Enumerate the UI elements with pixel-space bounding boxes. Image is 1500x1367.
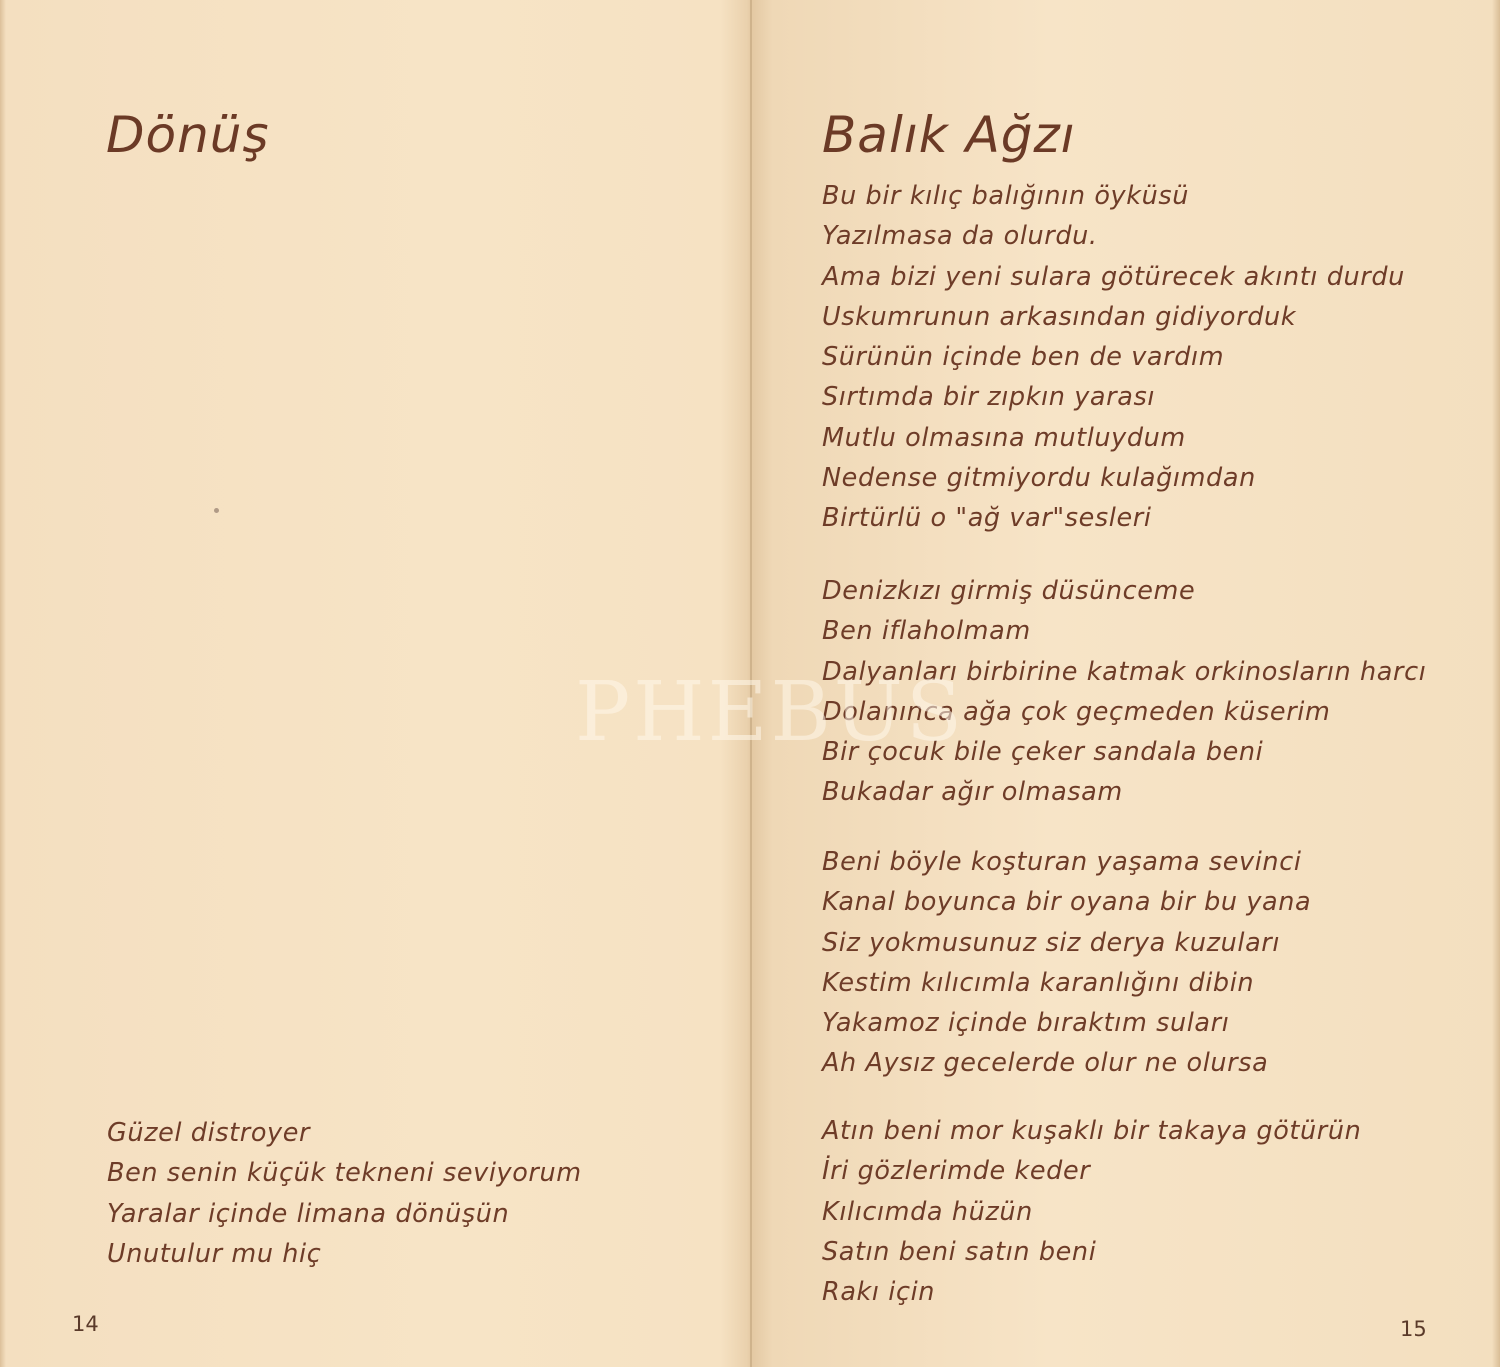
verse-line: Bir çocuk bile çeker sandala beni [822, 737, 1264, 768]
verse-line: Atın beni mor kuşaklı bir takaya götürün [822, 1116, 1362, 1146]
verse-line: Rakı için [822, 1277, 936, 1308]
left-poem-title: Dönüş [106, 106, 270, 164]
verse-line: Satın beni satın beni [822, 1236, 1097, 1267]
verse-line: Birtürlü o "ağ var"sesleri [822, 503, 1152, 534]
verse-line: Beni böyle koşturan yaşama sevinci [822, 847, 1302, 877]
page-number-right: 15 [1400, 1317, 1427, 1341]
verse-line: Sürünün içinde ben de vardım [822, 342, 1225, 373]
right-stanza-4 [822, 1111, 1361, 1312]
verse-line: Yakamoz içinde bıraktım suları [822, 1008, 1230, 1039]
verse-line: Yazılmasa da olurdu. [822, 221, 1098, 252]
verse-line: Sırtımda bir zıpkın yarası [822, 382, 1156, 413]
paper-speck [214, 508, 219, 513]
verse-line: Unutulur mu hiç [107, 1238, 322, 1269]
verse-line: Ah Aysız gecelerde olur ne olursa [822, 1048, 1269, 1079]
verse-line: Denizkızı girmiş düsünceme [822, 576, 1196, 606]
verse-line: Uskumrunun arkasından gidiyorduk [822, 301, 1297, 332]
left-stanza [107, 1113, 582, 1274]
verse-line: Dalyanları birbirine katmak orkinosların harcı [822, 656, 1427, 687]
verse-line: Kestim kılıcımla karanlığını dibin [822, 967, 1255, 998]
verse-line: Mutlu olmasına mutluydum [822, 422, 1186, 453]
page-number-left: 14 [72, 1312, 99, 1336]
verse-line: Ama bizi yeni sulara götürecek akıntı durdu [822, 261, 1405, 292]
verse-line: Kılıcımda hüzün [822, 1196, 1033, 1227]
verse-line: Dolanınca ağa çok geçmeden küserim [822, 696, 1331, 727]
verse-line: Ben senin küçük tekneni seviyorum [107, 1158, 582, 1189]
verse-line: Yaralar içinde limana dönüşün [107, 1198, 510, 1229]
verse-line: Bu bir kılıç balığının öyküsü [822, 181, 1190, 211]
verse-line: Ben iflaholmam [822, 616, 1031, 647]
verse-line: İri gözlerimde keder [822, 1156, 1091, 1187]
right-stanza-1 [822, 176, 1405, 539]
watermark: PHEBUS [575, 665, 966, 760]
verse-line: Kanal boyunca bir oyana bir bu yana [822, 887, 1312, 918]
verse-line: Bukadar ağır olmasam [822, 777, 1123, 808]
verse-line: Nedense gitmiyordu kulağımdan [822, 463, 1256, 494]
verse-line: Güzel distroyer [107, 1118, 311, 1148]
verse-line: Siz yokmusunuz siz derya kuzuları [822, 927, 1281, 958]
right-poem-title: Balık Ağzı [822, 106, 1076, 164]
right-stanza-3 [822, 842, 1311, 1084]
